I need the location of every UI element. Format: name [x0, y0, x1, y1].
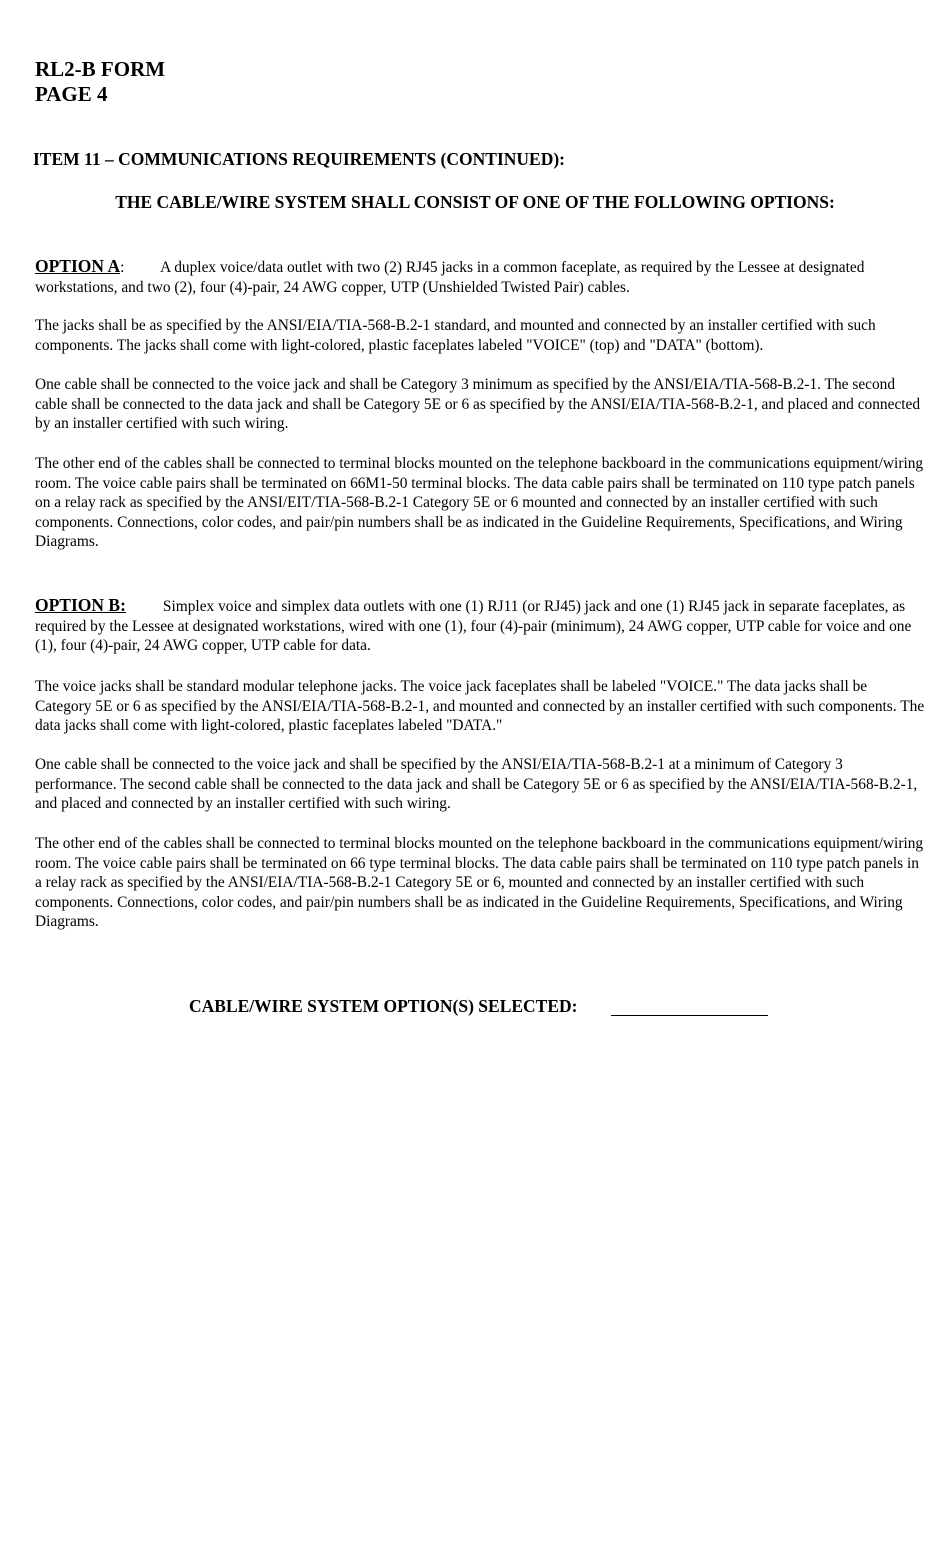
options-heading: THE CABLE/WIRE SYSTEM SHALL CONSIST OF ONE OF THE FOLLOWING OPTIONS: — [115, 192, 835, 212]
option-b-label: OPTION B: — [35, 595, 126, 615]
form-header — [35, 57, 165, 107]
option-b-intro — [35, 596, 925, 656]
option-a-colon: : — [120, 259, 125, 276]
option-b-paragraph: The voice jacks shall be standard modular telephone jacks. The voice jack faceplates shall be labeled "VOICE." The data jacks shall be Category 5E or 6 as specified by the ANSI/EIA/TIA-568-B.2-1, and mounted and connected by an installer certified with such components. The data jacks shall come with light-colored, plastic faceplates labeled "DATA." — [35, 678, 925, 734]
option-a-paragraph: The other end of the cables shall be connected to terminal blocks mounted on the telephone backboard in the communications equipment/wiring room. The voice cable pairs shall be terminated on 66M1-50 terminal blocks. The data cable pairs shall be terminated on 110 type patch panels on a relay rack as specified by the ANSI/EIT/TIA-568-B.2-1 Category 5E or 6 mounted and connected by an installer certified with such components. Connections, color codes, and pair/pin numbers shall be as indicated in the Guideline Requirements, Specifications, and Wiring Diagrams. — [35, 455, 924, 550]
option-b-paragraph: One cable shall be connected to the voice jack and shall be specified by the ANSI/EIA/TIA-568-B.2-1 at a minimum of Category 3 performance. The second cable shall be connected to the data jack and shall be Category 5E or 6 as specified by the ANSI/EIA/TIA-568-B.2-1, and placed and connected by an installer certified with such wiring. — [35, 756, 918, 812]
option-a-label: OPTION A — [35, 256, 121, 276]
options-selected-label: CABLE/WIRE SYSTEM OPTION(S) SELECTED: — [189, 996, 578, 1016]
option-a-intro — [35, 257, 925, 297]
option-a-paragraph: One cable shall be connected to the voice jack and shall be Category 3 minimum as specified by the ANSI/EIA/TIA-568-B.2-1. The second cable shall be connected to the data jack and shall be Category 5E or 6 as specified by the ANSI/EIA/TIA-568-B.2-1, and placed and connected by an installer certified with such wiring. — [35, 376, 921, 432]
option-a-intro-text: A duplex voice/data outlet with two (2) RJ45 jacks in a common faceplate, as required by the Lessee at designated workstations, and two (2), four (4)-pair, 24 AWG copper, UTP (Unshielded Twisted Pair) cables. — [35, 259, 865, 296]
options-selected-blank[interactable] — [611, 1015, 768, 1016]
option-b-paragraph: The other end of the cables shall be connected to terminal blocks mounted on the telephone backboard in the communications equipment/wiring room. The voice cable pairs shall be terminated on 66 type terminal blocks. The data cable pairs shall be terminated on 110 type patch panels in a relay rack as specified by the ANSI/EIA/TIA-568-B.2-1 Category 5E or 6, mounted and connected by an installer certified with such components. Connections, color codes, and pair/pin numbers shall be as indicated in the Guideline Requirements, Specifications, and Wiring Diagrams. — [35, 835, 924, 930]
page-number: PAGE 4 — [35, 82, 108, 106]
option-b-intro-text: Simplex voice and simplex data outlets with one (1) RJ11 (or RJ45) jack and one (1) RJ45 jack in separate faceplates, as required by the Lessee at designated workstations, wired with one (1), four (4)-pair (minimum), 24 AWG copper, UTP cable for voice and one (1), four (4)-pair, 24 AWG copper, UTP cable for data. — [35, 598, 912, 654]
form-name: RL2-B FORM — [35, 57, 166, 81]
item-heading: ITEM 11 – COMMUNICATIONS REQUIREMENTS (CONTINUED): — [33, 149, 565, 169]
option-a-paragraph: The jacks shall be as specified by the ANSI/EIA/TIA-568-B.2-1 standard, and mounted and connected by an installer certified with such components. The jacks shall come with light-colored, plastic faceplates labeled "VOICE" (top) and "DATA" (bottom). — [35, 317, 876, 354]
